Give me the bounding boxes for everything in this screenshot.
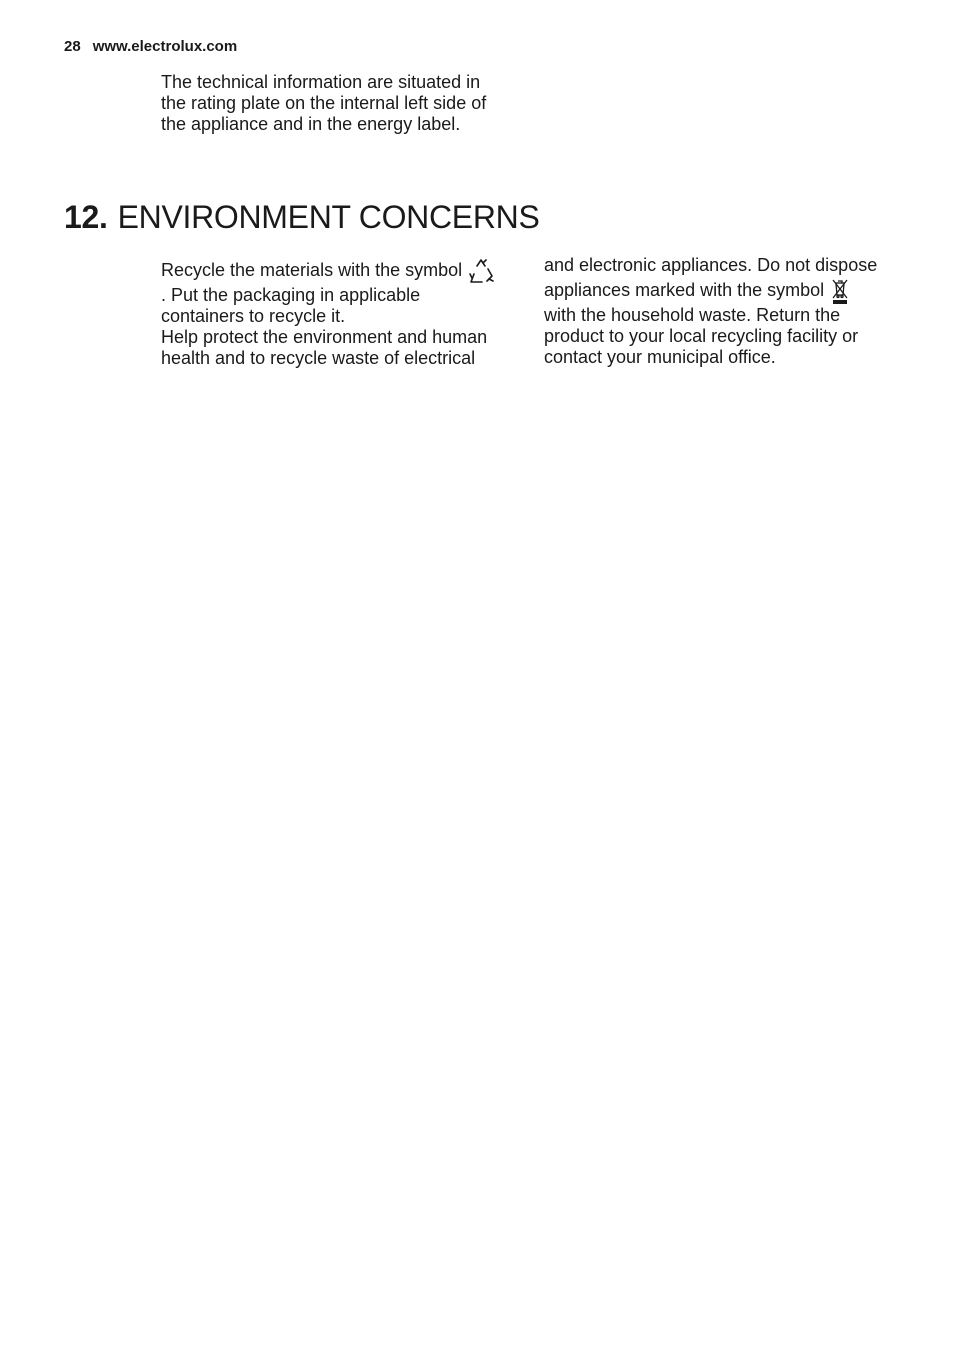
left-column <box>161 256 521 369</box>
section-title: ENVIRONMENT CONCERNS <box>117 199 540 235</box>
paragraph-line: product to your local recycling facility or <box>544 326 859 346</box>
section-heading <box>64 198 540 236</box>
recycle-text: Recycle the materials with the symbol <box>161 260 463 280</box>
paragraph-line: health and to recycle waste of electrical <box>161 348 476 368</box>
paragraph-line: containers to recycle it. <box>161 306 346 326</box>
recycle-line <box>161 256 521 285</box>
right-column <box>544 255 904 368</box>
crossed-bin-icon <box>830 277 850 305</box>
section-number: 12. <box>64 199 108 235</box>
intro-line: the rating plate on the internal left side of <box>161 93 487 113</box>
paragraph-line: Help protect the environment and human <box>161 327 488 347</box>
paragraph-line: contact your municipal office. <box>544 347 776 367</box>
bin-line <box>544 276 904 305</box>
intro-line: The technical information are situated in <box>161 72 481 92</box>
recycle-icon <box>468 257 494 285</box>
bin-text: appliances marked with the symbol <box>544 280 825 300</box>
site-url[interactable]: www.electrolux.com <box>92 38 238 55</box>
paragraph-line: . Put the packaging in applicable <box>161 285 421 305</box>
paragraph-line: with the household waste. Return the <box>544 305 841 325</box>
intro-paragraph <box>161 72 521 135</box>
page-number: 28 <box>64 38 81 55</box>
page-header <box>64 38 237 56</box>
intro-line: the appliance and in the energy label. <box>161 114 461 134</box>
paragraph-line: and electronic appliances. Do not dispose <box>544 255 878 275</box>
